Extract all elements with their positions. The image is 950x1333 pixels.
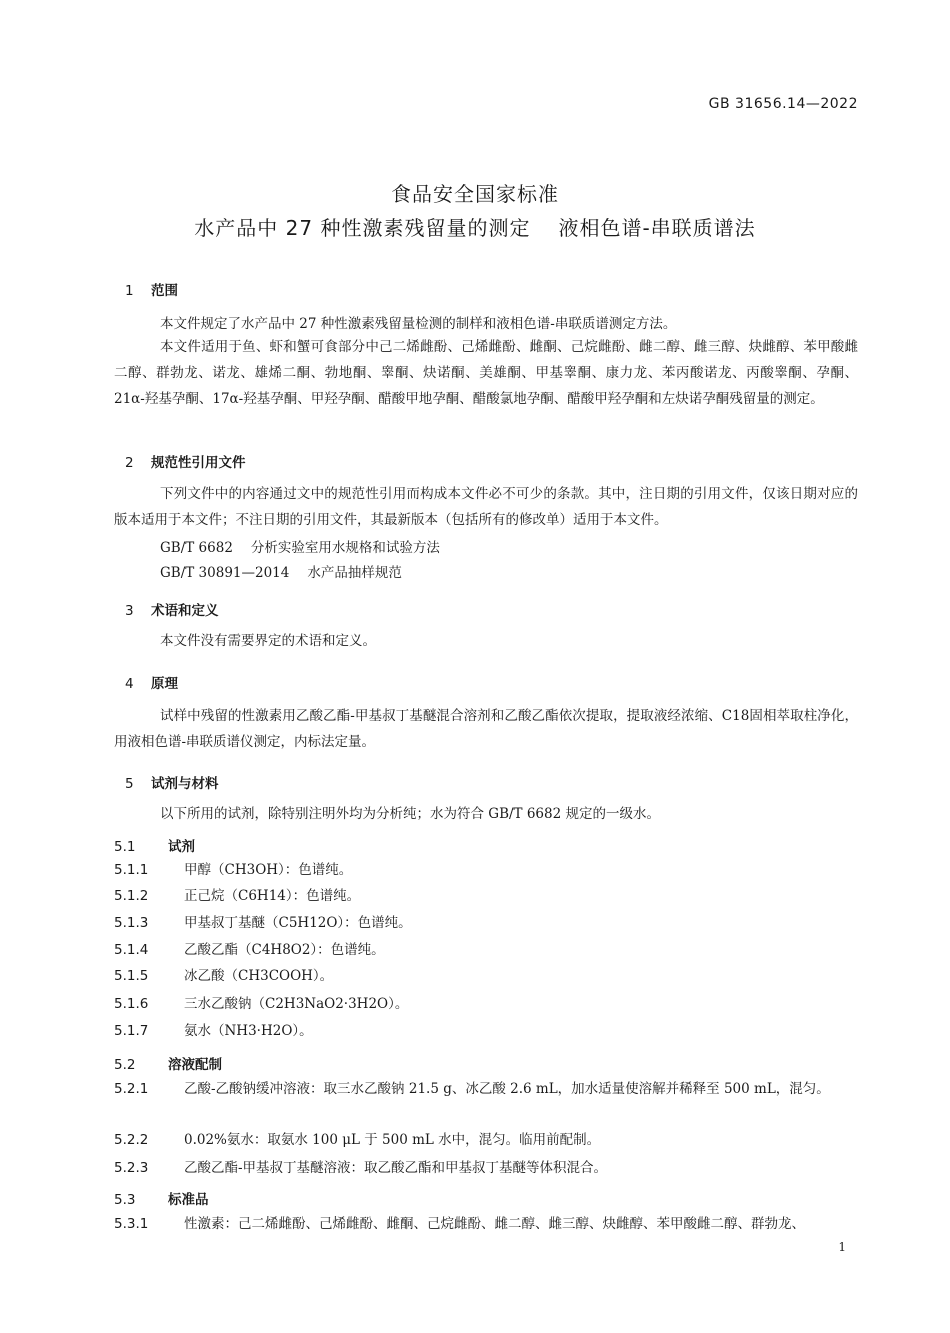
item-text: 甲醇（CH3OH）：色谱纯。 <box>184 862 353 878</box>
title-line-2-method: 液相色谱-串联质谱法 <box>558 216 756 240</box>
section-title: 范围 <box>151 283 178 299</box>
section-title: 规范性引用文件 <box>151 455 246 471</box>
item-5-1-1 <box>114 857 858 883</box>
reference-2 <box>160 561 402 581</box>
item-number: 5.3.1 <box>114 1216 149 1232</box>
item-number: 5.2.2 <box>114 1132 149 1148</box>
section-3-para-1: 本文件没有需要界定的术语和定义。 <box>160 633 376 649</box>
section-2-heading <box>125 451 246 471</box>
reference-title: 水产品抽样规范 <box>307 565 402 581</box>
item-text: 三水乙酸钠（C2H3NaO2·3H2O）。 <box>184 996 409 1012</box>
section-1-para-1: 本文件规定了水产品中 27 种性激素残留量检测的制样和液相色谱-串联质谱测定方法。 <box>160 316 677 332</box>
item-text: 性激素：己二烯雌酚、己烯雌酚、雌酮、己烷雌酚、雌二醇、雌三醇、炔雌醇、苯甲酸雌二醇、群勃龙、 <box>184 1216 805 1232</box>
page-number: 1 <box>838 1240 846 1254</box>
item-text: 甲基叔丁基醚（C5H12O）：色谱纯。 <box>184 915 412 931</box>
item-number: 5.1.5 <box>114 968 149 984</box>
section-title: 溶液配制 <box>168 1057 222 1073</box>
section-5-1-heading <box>114 835 195 855</box>
item-5-1-6 <box>114 991 858 1017</box>
title-line-2 <box>0 212 950 241</box>
section-5-2-heading <box>114 1053 222 1073</box>
item-5-2-3 <box>114 1155 858 1181</box>
item-number: 5.2.1 <box>114 1081 149 1097</box>
item-text: 乙酸乙酯-甲基叔丁基醚溶液：取乙酸乙酯和甲基叔丁基醚等体积混合。 <box>184 1160 608 1176</box>
item-text: 氨水（NH3·H2O）。 <box>184 1023 313 1039</box>
section-number: 5 <box>125 776 134 792</box>
item-number: 5.1.3 <box>114 915 149 931</box>
item-5-1-2 <box>114 883 858 909</box>
item-text: 0.02%氨水：取氨水 100 μL 于 500 mL 水中，混匀。临用前配制。 <box>184 1132 601 1148</box>
section-4-heading <box>125 672 178 692</box>
item-number: 5.1.7 <box>114 1023 149 1039</box>
title-line-2-main: 水产品中 27 种性激素残留量的测定 <box>194 216 531 240</box>
section-title: 原理 <box>151 676 178 692</box>
item-5-1-5 <box>114 963 858 989</box>
item-number: 5.1.4 <box>114 942 149 958</box>
item-5-3-1 <box>114 1211 858 1237</box>
section-2-para-1: 下列文件中的内容通过文中的规范性引用而构成本文件必不可少的条款。其中，注日期的引用文件，仅该日期对应的版本适用于本文件；不注日期的引用文件，其最新版本（包括所有的修改单）适用于本文件。 <box>114 486 858 528</box>
section-title: 标准品 <box>168 1192 209 1208</box>
item-text: 冰乙酸（CH3COOH）。 <box>184 968 334 984</box>
item-text: 乙酸乙酯（C4H8O2）：色谱纯。 <box>184 942 385 958</box>
section-number: 3 <box>125 603 134 619</box>
section-4-para-1: 试样中残留的性激素用乙酸乙酯-甲基叔丁基醚混合溶剂和乙酸乙酯依次提取，提取液经浓缩、C18固相萃取柱净化，用液相色谱-串联质谱仪测定，内标法定量。 <box>114 708 858 750</box>
title-line-1: 食品安全国家标准 <box>391 182 559 206</box>
item-number: 5.1.6 <box>114 996 149 1012</box>
section-number: 4 <box>125 676 134 692</box>
reference-title: 分析实验室用水规格和试验方法 <box>250 540 440 556</box>
item-number: 5.2.3 <box>114 1160 149 1176</box>
section-number: 5.1 <box>114 839 136 855</box>
reference-code: GB/T 6682 <box>160 540 233 556</box>
item-text: 乙酸-乙酸钠缓冲溶液：取三水乙酸钠 21.5 g、冰乙酸 2.6 mL，加水适量使溶解并稀释至 500 mL，混匀。 <box>184 1081 830 1097</box>
item-5-2-1 <box>114 1076 858 1102</box>
item-text: 正己烷（C6H14）：色谱纯。 <box>184 888 361 904</box>
section-3-heading <box>125 599 219 619</box>
section-5-para-1: 以下所用的试剂，除特别注明外均为分析纯；水为符合 GB/T 6682 规定的一级水。 <box>160 806 660 822</box>
section-5-heading <box>125 772 219 792</box>
item-number: 5.1.2 <box>114 888 149 904</box>
reference-1 <box>160 536 440 556</box>
item-5-2-2 <box>114 1127 858 1153</box>
section-title: 术语和定义 <box>151 603 219 619</box>
reference-code: GB/T 30891—2014 <box>160 565 290 581</box>
section-number: 5.2 <box>114 1057 136 1073</box>
section-1-heading <box>125 279 178 299</box>
standard-number: GB 31656.14—2022 <box>708 96 858 112</box>
item-number: 5.1.1 <box>114 862 149 878</box>
section-1-para-2: 本文件适用于鱼、虾和蟹可食部分中己二烯雌酚、己烯雌酚、雌酮、己烷雌酚、雌二醇、雌三醇、炔雌醇、苯甲酸雌二醇、群勃龙、诺龙、雄烯二酮、勃地酮、睾酮、炔诺酮、美雄酮、甲基睾酮、康力龙、苯丙酸诺龙、丙酸睾酮、孕酮、21α-羟基孕酮、17α-羟基孕酮、甲羟孕酮、醋酸甲地孕酮、醋酸氯地孕酮、醋酸甲羟孕酮和左炔诺孕酮残留量的测定。 <box>114 339 858 407</box>
section-5-3-heading <box>114 1188 209 1208</box>
section-number: 2 <box>125 455 134 471</box>
section-number: 1 <box>125 283 134 299</box>
section-number: 5.3 <box>114 1192 136 1208</box>
section-title: 试剂与材料 <box>151 776 219 792</box>
item-5-1-3 <box>114 910 858 936</box>
item-5-1-7 <box>114 1018 858 1044</box>
section-title: 试剂 <box>168 839 195 855</box>
item-5-1-4 <box>114 937 858 963</box>
